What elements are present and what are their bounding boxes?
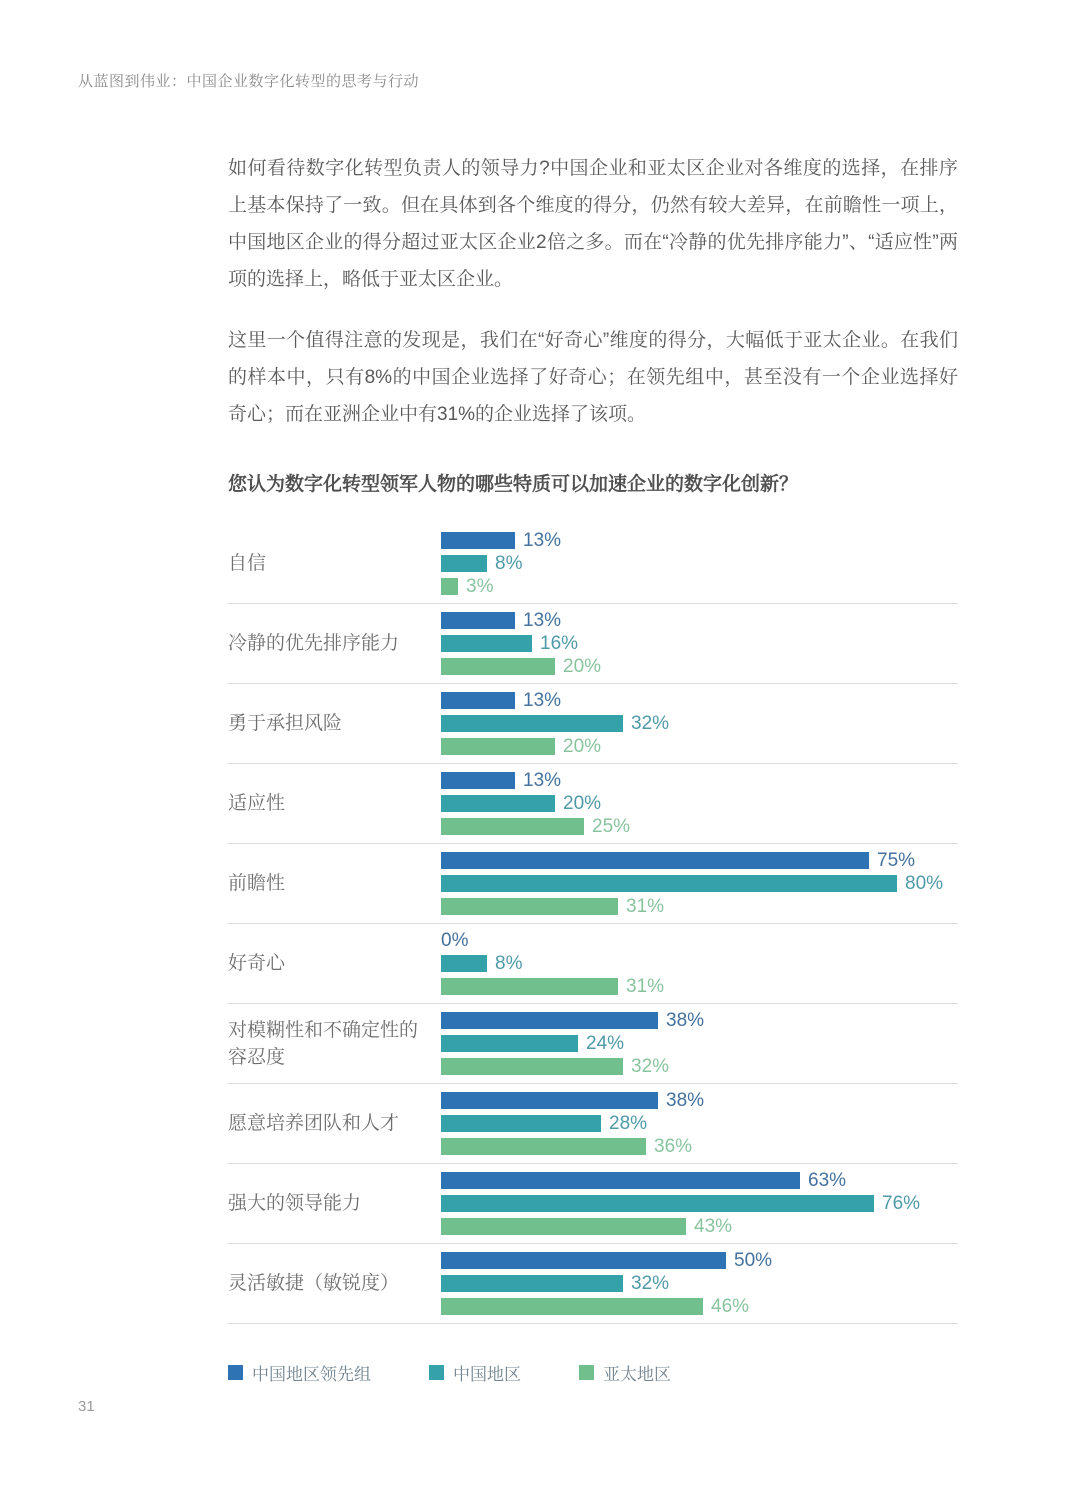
bar-value-label: 13% (523, 770, 562, 791)
bar (441, 1252, 726, 1269)
bar-value-label: 28% (609, 1113, 648, 1134)
bar-group (441, 852, 958, 915)
category-label: 灵活敏捷（敏锐度） (228, 1273, 400, 1294)
chart-row (228, 524, 958, 604)
chart-row (228, 1244, 958, 1324)
bar-line (441, 1172, 958, 1189)
legend-item-apac (579, 1360, 671, 1385)
bar-line (441, 1092, 958, 1109)
bar-group (441, 772, 958, 835)
bar (441, 978, 618, 995)
bar-value-label: 24% (586, 1033, 625, 1054)
bar-value-label: 25% (592, 816, 631, 837)
bar-group (441, 1012, 958, 1075)
bar (441, 555, 487, 572)
bar-value-label: 0% (441, 930, 469, 951)
bar (441, 578, 458, 595)
bar-line (441, 1252, 958, 1269)
bar-value-label: 8% (495, 553, 523, 574)
bar (441, 795, 555, 812)
legend-swatch-apac (579, 1365, 594, 1380)
bar-line (441, 772, 958, 789)
chart-row (228, 1164, 958, 1244)
bar-line (441, 612, 958, 629)
bar-group (441, 932, 958, 995)
chart-row (228, 1084, 958, 1164)
document-header: 从蓝图到伟业：中国企业数字化转型的思考与行动 (78, 73, 420, 90)
bar-value-label: 8% (495, 953, 523, 974)
bar-group (441, 1172, 958, 1235)
bar-line (441, 1218, 958, 1235)
bar (441, 1195, 874, 1212)
bar (441, 818, 584, 835)
page-content (228, 150, 958, 1385)
bar (441, 1298, 703, 1315)
bar (441, 1035, 578, 1052)
bar-line (441, 532, 958, 549)
legend-label-apac: 亚太地区 (603, 1365, 671, 1384)
bar-line (441, 1275, 958, 1292)
bar-line (441, 578, 958, 595)
bar (441, 635, 532, 652)
bar (441, 772, 515, 789)
bar-value-label: 20% (563, 656, 602, 677)
bar-value-label: 3% (466, 576, 494, 597)
bar-line (441, 635, 958, 652)
bar (441, 715, 623, 732)
bar-line (441, 978, 958, 995)
chart-question-title: 您认为数字化转型领军人物的哪些特质可以加速企业的数字化创新？ (228, 474, 799, 495)
bar (441, 1092, 658, 1109)
bar-value-label: 16% (540, 633, 579, 654)
bar-value-label: 32% (631, 713, 670, 734)
bar (441, 898, 618, 915)
bar (441, 1172, 800, 1189)
bar-value-label: 38% (666, 1090, 705, 1111)
bar-value-label: 36% (654, 1136, 693, 1157)
bar (441, 658, 555, 675)
chart-row (228, 924, 958, 1004)
page-number: 31 (78, 1398, 95, 1415)
category-label: 自信 (228, 553, 267, 574)
bar-line (441, 875, 958, 892)
paragraph-2: 这里一个值得注意的发现是，我们在“好奇心”维度的得分，大幅低于亚太企业。在我们的样本中，只有8%的中国企业选择了好奇心；在领先组中，甚至没有一个企业选择好奇心；而在亚洲企业中有31%的企业选择了该项。 (228, 330, 958, 425)
bar-group (441, 612, 958, 675)
chart-legend (228, 1360, 958, 1385)
bar (441, 852, 869, 869)
legend-label-china-leading: 中国地区领先组 (252, 1365, 371, 1384)
category-label: 适应性 (228, 793, 286, 814)
bar-line (441, 955, 958, 972)
bar-line (441, 738, 958, 755)
category-label: 好奇心 (228, 953, 286, 974)
bar-line (441, 1058, 958, 1075)
bar-line (441, 1012, 958, 1029)
bar-value-label: 38% (666, 1010, 705, 1031)
chart-row (228, 604, 958, 684)
bar-value-label: 75% (877, 850, 916, 871)
bar-value-label: 31% (626, 896, 665, 917)
legend-item-china (429, 1360, 521, 1385)
bar-line (441, 795, 958, 812)
bar-value-label: 63% (808, 1170, 847, 1191)
chart-row (228, 1004, 958, 1084)
bar-value-label: 31% (626, 976, 665, 997)
category-label: 强大的领导能力 (228, 1193, 362, 1214)
bar (441, 1275, 623, 1292)
bar (441, 1012, 658, 1029)
bar-value-label: 43% (694, 1216, 733, 1237)
category-label: 勇于承担风险 (228, 713, 343, 734)
legend-swatch-china (429, 1365, 444, 1380)
bar (441, 1138, 646, 1155)
category-label: 对模糊性和不确定性的容忍度 (228, 1019, 419, 1068)
bar-value-label: 76% (882, 1193, 921, 1214)
category-label: 愿意培养团队和人才 (228, 1113, 400, 1134)
bar-line (441, 658, 958, 675)
bar (441, 612, 515, 629)
bar (441, 1058, 623, 1075)
bar (441, 1218, 686, 1235)
bar-value-label: 13% (523, 530, 562, 551)
bar-line (441, 692, 958, 709)
bar-line (441, 932, 958, 949)
bar (441, 692, 515, 709)
legend-label-china: 中国地区 (453, 1365, 521, 1384)
chart-row (228, 764, 958, 844)
bar-value-label: 20% (563, 736, 602, 757)
bar-line (441, 1115, 958, 1132)
bar-group (441, 532, 958, 595)
bar-line (441, 898, 958, 915)
bar-group (441, 1092, 958, 1155)
bar-line (441, 1298, 958, 1315)
bar-value-label: 32% (631, 1056, 670, 1077)
bar-line (441, 715, 958, 732)
bar-value-label: 20% (563, 793, 602, 814)
bar (441, 875, 897, 892)
bar-value-label: 46% (711, 1296, 750, 1317)
bar-line (441, 1138, 958, 1155)
category-label: 冷静的优先排序能力 (228, 633, 400, 654)
bar-line (441, 1035, 958, 1052)
legend-item-china-leading (228, 1360, 371, 1385)
bar-value-label: 13% (523, 690, 562, 711)
bar-line (441, 1195, 958, 1212)
bar-line (441, 852, 958, 869)
bar-line (441, 555, 958, 572)
bar-group (441, 692, 958, 755)
bar (441, 532, 515, 549)
legend-swatch-china-leading (228, 1365, 243, 1380)
bar (441, 955, 487, 972)
bar (441, 738, 555, 755)
bar-chart (228, 524, 958, 1324)
bar-value-label: 80% (905, 873, 944, 894)
chart-row (228, 684, 958, 764)
bar-value-label: 13% (523, 610, 562, 631)
paragraph-1: 如何看待数字化转型负责人的领导力?中国企业和亚太区企业对各维度的选择，在排序上基本保持了一致。但在具体到各个维度的得分，仍然有较大差异，在前瞻性一项上，中国地区企业的得分超过亚太区企业2倍之多。而在“冷静的优先排序能力”、“适应性”两项的选择上，略低于亚太区企业。 (228, 158, 958, 290)
bar-line (441, 818, 958, 835)
bar-value-label: 50% (734, 1250, 773, 1271)
bar (441, 1115, 601, 1132)
category-label: 前瞻性 (228, 873, 286, 894)
bar-group (441, 1252, 958, 1315)
bar-value-label: 32% (631, 1273, 670, 1294)
chart-row (228, 844, 958, 924)
